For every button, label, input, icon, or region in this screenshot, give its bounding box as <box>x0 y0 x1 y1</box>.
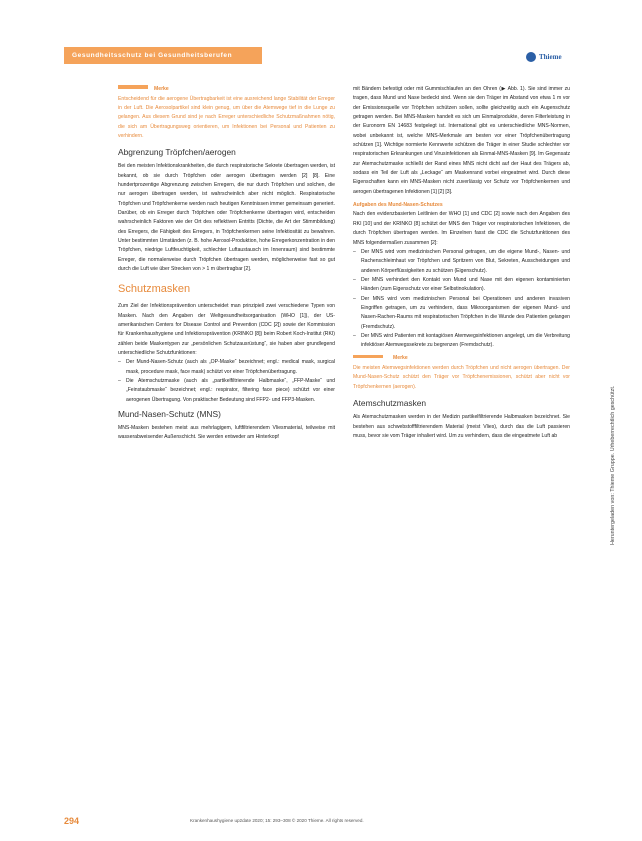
paragraph-abgrenzung: Bei den meisten Infektionskrankheiten, die durch respiratorische Sekrete übertragen werden, ist bekannt, ob sie durch Tröpfchen oder aerogen übertragen werden [2] [8]. Eine hundertprozentige Abgrenzung zwischen Erregern, die nur durch Tröpfchen und solchen, die nur aerogen übertragen werden, ist wahrscheinlich aber nicht möglich. Respiratorische Tröpfchen und Tröpfchenkerne werden nach heutigen Kenntnissen immer gemeinsam generiert. Darüber, ob ein Erreger durch Tröpfchen oder Tröpfchenkerne übertragen wird, entscheiden wahrscheinlich Faktoren wie der Ort des reflektiven Entritts (Dichte, die Art der Stimmbildung) des Erregers, die Fähigkeit des Erregers, in Tröpfchenkernen seine Infektiosität zu bewahren. Unter bestimmten Umständen (z. B. hohe Aerosol-Produktion, hohe Erregerkonzentration in den Tröpfchen, niedrige Luftfeuchtigkeit, schlechter Luftaustausch im Innenraum) sind bestimmte Erreger, die normalerweise durch Tröpfchen übertragen werden, möglicherweise fast so gut durch die Luft wie über Strecken von > 1 m übertragbar [2]. <box>118 163 335 272</box>
paragraph-mns: MNS-Masken bestehen meist aus mehrlagigem, luftfiltrierendem Vliesmaterial, teilweise mit wasserabweisender Außenschicht. Sie werden entweder am Hinterkopf <box>118 425 335 441</box>
subheading-aufgaben: Aufgaben des Mund-Nasen-Schutzes <box>353 202 443 209</box>
paragraph-schutzmasken: Zum Ziel der Infektionsprävention unterscheidet man prinzipiell zwei verschiedene Typen von Masken. Nach den Angaben der Weltgesundheitsorganisation (WHO [1]), der US-amerikanischen Centers for Disease Control and Prevention (CDC [2]) sowie der Kommission für Krankenhaushygiene und Infektionsprävention (KRINKO [8]) beim Robert Koch-Institut (RKI) zählen beide Maskentypen zur „persönlichen Schutzausrüstung“, sie haben aber grundlegend unterschiedliche Schutzfunktionen: <box>118 303 335 357</box>
publisher-logo <box>526 51 562 62</box>
section-heading-mns: Mund-Nasen-Schutz (MNS) <box>118 409 221 420</box>
section-header-bar <box>64 47 262 64</box>
section-label: Gesundheitsschutz bei Gesundheitsberufen <box>72 52 233 59</box>
page-number: 294 <box>64 816 80 826</box>
paragraph-mns-cont: mit Bändern befestigt oder mit Gummischlaufen an den Ohren (▶ Abb. 1). Sie sind immer zu tragen, dass Mund und Nase bedeckt sind. Wenn sie den Träger im Abstand von etwa 1 m vor der Emissionsquelle vor Tröpfchen schützen sollen, sollte gleichzeitig auch ein Augenschutz getragen werden. Bei MNS-Masken handelt es sich um Einmalprodukte, deren Filterleistung in der Euronorm EN 14683 festgelegt ist. International gibt es unterschiedliche MNS-Normen, wobei unbekannt ist, welche MNS-Merkmale am besten vor einer Tröpfchenübertragung schützen [1]. Wichtige normierte Kennwerte schützen die Träger in einer Studie schlechter vor respiratorischen Erkrankungen und Virusinfektionen als Einmal-MNS-Masken [9]. Im Gegensatz zur Atemschutzmaske schließt der Rand eines MNS nicht dicht auf der Haut des Trägers ab, sodass ein Teil der Luft als „Leckage“ am Maskenrand vorbei eingeatmet wird. Durch diese Eigenschaften kann ein MNS-Masken nicht zuverlässig vor Schutz vor Tröpfchenkernen und aerogen übertragenen Infektionen [1] [2] [3]. <box>353 86 570 195</box>
merke-box-left <box>118 85 335 141</box>
logo-mark-icon <box>526 52 536 62</box>
list-item: – Der MNS wird vom medizinischen Personal getragen, um die eigene Mund-, Nasen- und Rachenschleimhaut vor Tröpfchen und Spritzern von Blut, Sekreten, Ausscheidungen und anderen Körperflüssigkeiten zu schützen (Eigenschutz). <box>353 248 570 276</box>
section-heading-atemschutz: Atemschutzmasken <box>353 398 427 409</box>
list-item: – Der Mund-Nasen-Schutz (auch als „OP-Maske“ bezeichnet; engl.: medical mask, surgical mask, procedure mask, face mask) schützt vor einer Tröpfchenübertragung. <box>118 358 335 377</box>
box-accent-bar <box>118 85 148 89</box>
box-heading: Merke <box>393 355 408 362</box>
logo-text: Thieme <box>539 52 562 61</box>
paragraph-atemschutz: Als Atemschutzmasken werden in der Medizin partikelfiltrierende Halbmasken bezeichnet. Sie bestehen aus schwebstofffiltrierendem Material (meist Vlies), durch das die Luft passieren muss, bevor sie vom Träger inhaliert wird. Um zu verhindern, dass die eingeatmete Luft ab <box>353 414 570 439</box>
left-column <box>118 85 335 443</box>
merke-box-right <box>353 355 570 393</box>
list-item: – Der MNS verhindert den Kontakt von Mund und Nase mit den eigenen kontaminierten Händen (zum Eigenschutz vor einer Selbstinokulation). <box>353 276 570 295</box>
box-accent-bar <box>353 355 383 359</box>
section-heading-schutzmasken: Schutzmasken <box>118 283 191 296</box>
paragraph-aufgaben: Nach den evidenzbasierten Leitlinien der WHO [1] und CDC [2] sowie nach den Angaben des RKI [10] und der KRINKO [8] schützt der MNS den Träger vor respiratorischen Infektionen, die durch Tröpfchen übertragen werden. Im Einzelnen fasst die CDC die Schutzfunktionen des MNS folgendermaßen zusammen [2]: <box>353 211 570 246</box>
footer-citation: Krankenhaushygiene up2date 2020; 15: 293–308 © 2020 Thieme. All rights reserved. <box>190 818 364 823</box>
box-heading: Merke <box>154 85 169 92</box>
mask-type-list <box>118 358 335 405</box>
mns-function-list <box>353 248 570 351</box>
list-item: – Der MNS wird Patienten mit kontagiösen Atemwegsinfektionen angelegt, um die Verbreitung infektiöser Atemwegssekrete zu begrenzen (Fremdschutz). <box>353 332 570 351</box>
list-item: – Der MNS wird vom medizinischen Personal bei Operationen und anderen invasiven Eingriffen getragen, um zu verhindern, dass Mikroorganismen der eigenen Mund- und Nasen-Rachen-Raums mit respiratorischen Tröpfchen in die Wunde des Patienten gelangen (Fremdschutz). <box>353 295 570 332</box>
list-item: – Die Atemschutzmaske (auch als „partikelfiltrierende Halbmaske“, „FFP-Maske“ und „Feinstaubmaske“ bezeichnet; engl.: respirator, filtering face piece) schützt vor einer aerogenen Übertragung. Von praktischer Bedeutung sind FFP2- und FFP3-Masken. <box>118 377 335 405</box>
section-heading-abgrenzung: Abgrenzung Tröpfchen/aerogen <box>118 147 236 158</box>
right-column <box>353 85 570 441</box>
side-download-note: Heruntergeladen von: Thieme Gruppe. Urheberrechtlich geschützt. <box>610 385 616 545</box>
box-text: Die meisten Atemwegsinfektionen werden durch Tröpfchen und nicht aerogen übertragen. Der Mund-Nasen-Schutz schützt den Träger vor Tröpfchenemissionen, schützt aber nicht vor Tröpfchenkernen (aerogen). <box>353 365 570 390</box>
box-text: Entscheidend für die aerogene Übertragbarkeit ist eine ausreichend lange Stabilität der Erreger in der Luft. Die Aerosolpartikel sind klein genug, um über die Atemwege tief in die Lunge zu gelangen. Aus diesem Grund sind je nach Erreger unterschiedliche Schutzmaßnahmen nötig, die sich am Übertragungsweg orientieren, um Infektionen bei Personal und Patienten zu verhindern. <box>118 95 335 139</box>
